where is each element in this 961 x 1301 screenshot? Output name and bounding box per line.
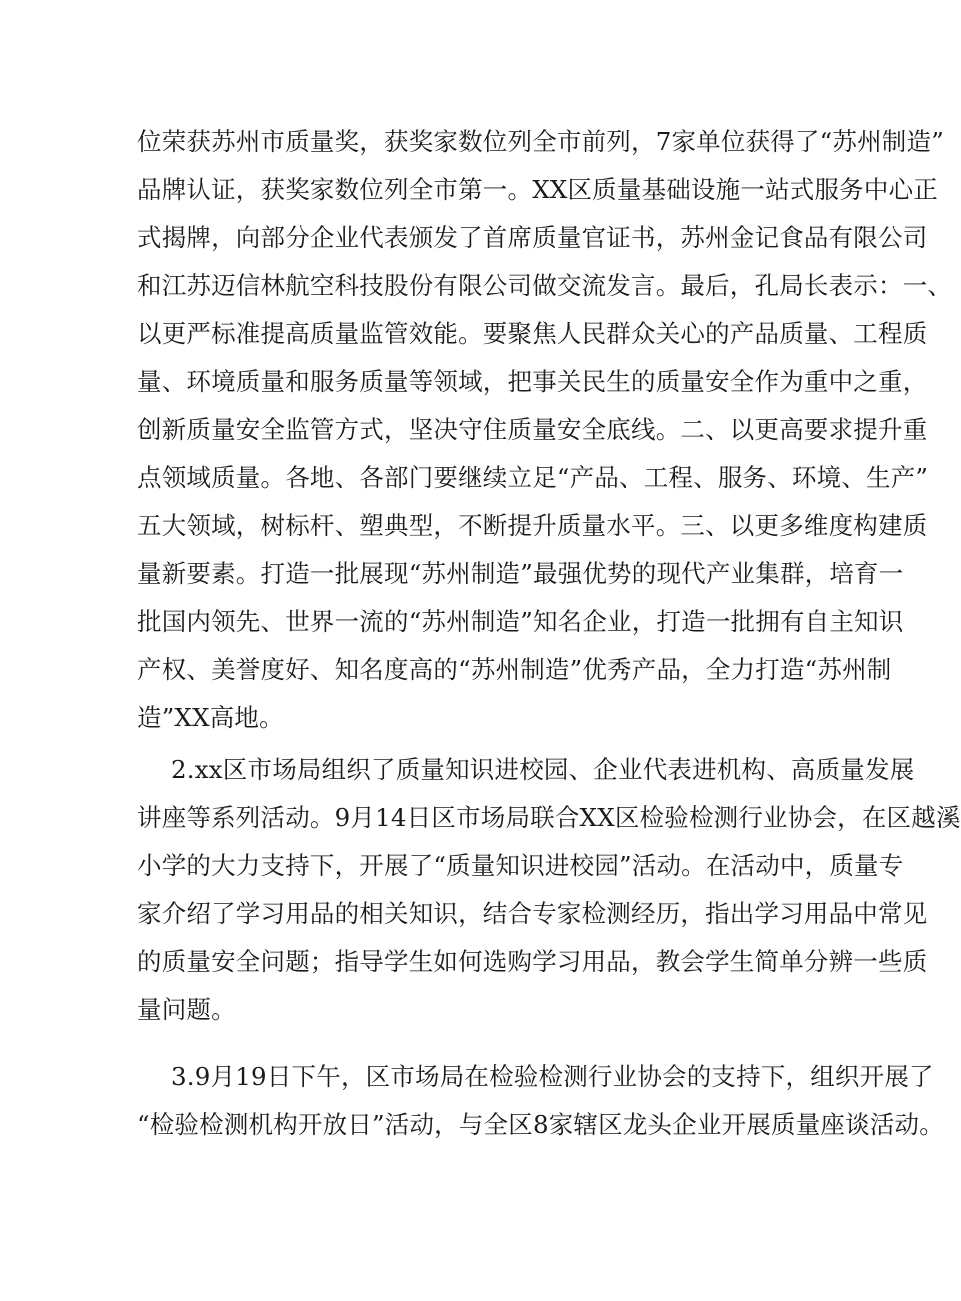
text-line: 位荣获苏州市质量奖，获奖家数位列全市前列，7家单位获得了“苏州制造” [137,127,944,156]
text-line: 小学的大力支持下，开展了“质量知识进校园”活动。在活动中，质量专 [137,851,904,880]
text-line: 量新要素。打造一批展现“苏州制造”最强优势的现代产业集群，培育一 [137,559,904,588]
text-line: 五大领域，树标杆、塑典型，不断提升质量水平。三、以更多维度构建质 [137,511,928,540]
text-line: 量、环境质量和服务质量等领域，把事关民生的质量安全作为重中之重， [137,367,928,396]
text-line: 的质量安全问题；指导学生如何选购学习用品，教会学生简单分辨一些质 [137,947,928,976]
paragraph-first-line: 2.xx区市场局组织了质量知识进校园、企业代表进机构、高质量发展 [171,755,915,784]
text-line: “检验检测机构开放日”活动，与全区8家辖区龙头企业开展质量座谈活动。 [137,1110,944,1139]
text-line: 产权、美誉度好、知名度高的“苏州制造”优秀产品，全力打造“苏州制 [137,655,892,684]
text-line: 点领域质量。各地、各部门要继续立足“产品、工程、服务、环境、生产” [137,463,929,492]
text-line: 造”XX高地。 [137,703,284,732]
text-line: 创新质量安全监管方式，坚决守住质量安全底线。二、以更高要求提升重 [137,415,928,444]
text-line: 品牌认证，获奖家数位列全市第一。XX区质量基础设施一站式服务中心正 [137,175,938,204]
text-line: 量问题。 [137,995,236,1024]
text-line: 和江苏迈信林航空科技股份有限公司做交流发言。最后，孔局长表示：一、 [137,271,953,300]
text-line: 家介绍了学习用品的相关知识，结合专家检测经历，指出学习用品中常见 [137,899,928,928]
text-line: 批国内领先、世界一流的“苏州制造”知名企业，打造一批拥有自主知识 [137,607,904,636]
paragraph-first-line: 3.9月19日下午，区市场局在检验检测行业协会的支持下，组织开展了 [171,1062,934,1091]
text-line: 以更严标准提高质量监管效能。要聚焦人民群众关心的产品质量、工程质 [137,319,928,348]
text-line: 式揭牌，向部分企业代表颁发了首席质量官证书，苏州金记食品有限公司 [137,223,928,252]
text-line: 讲座等系列活动。9月14日区市场局联合XX区检验检测行业协会，在区越溪 [137,803,961,832]
